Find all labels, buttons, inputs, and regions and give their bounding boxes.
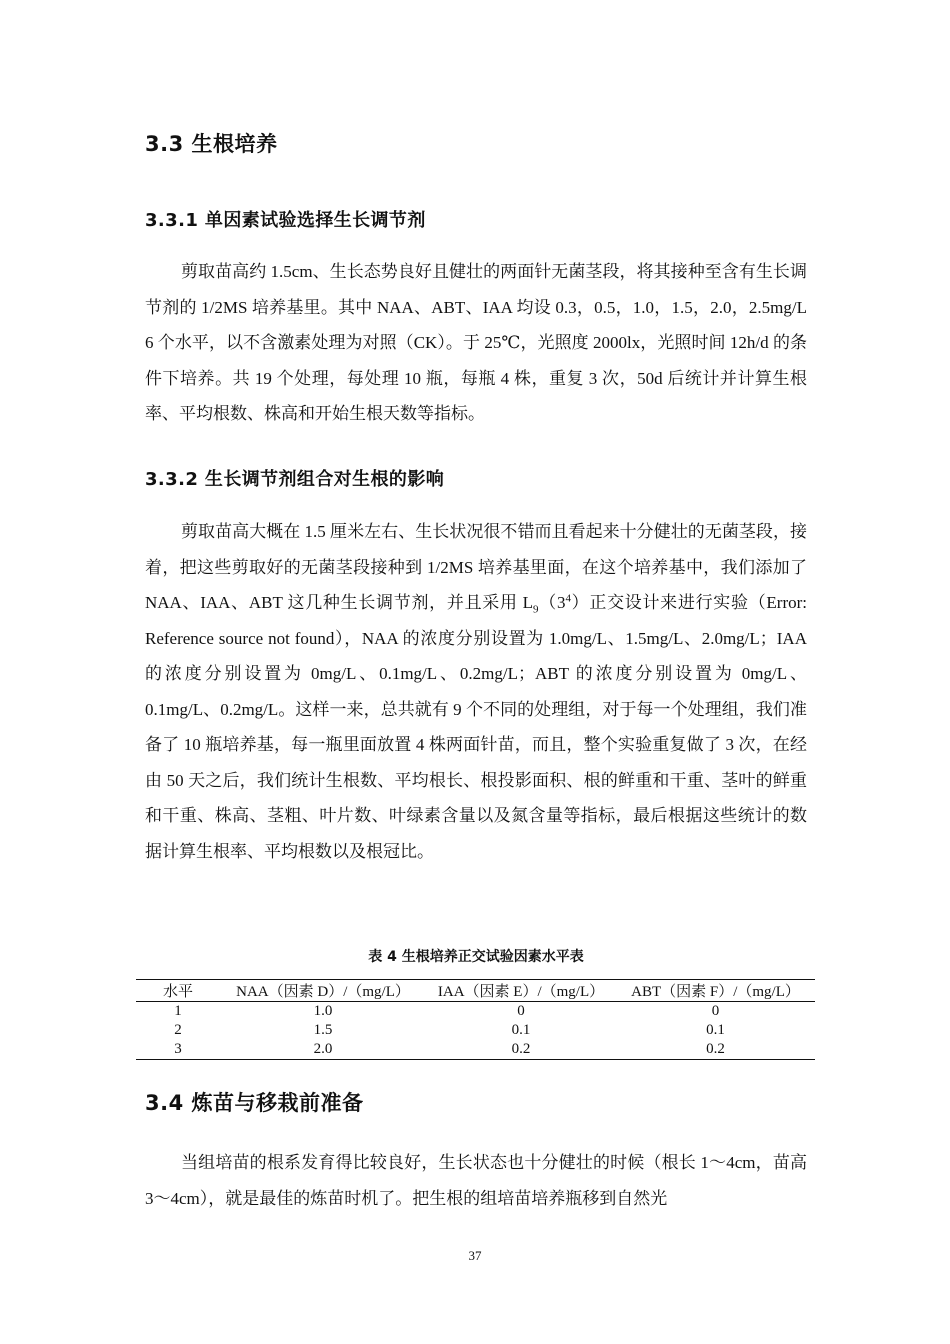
cell-iaa: 0.2 bbox=[426, 1040, 616, 1060]
section-3-3-2-paragraph bbox=[145, 514, 807, 869]
cell-level: 3 bbox=[136, 1040, 220, 1060]
col-header-abt: ABT（因素 F）/（mg/L） bbox=[616, 980, 815, 1002]
cell-level: 2 bbox=[174, 1022, 182, 1038]
cell-naa: 1.0 bbox=[313, 1003, 333, 1019]
page-number: 37 bbox=[468, 1248, 482, 1263]
cell-level: 1 bbox=[174, 1003, 182, 1019]
col-header-level: 水平 bbox=[136, 980, 220, 1002]
section-3-4-title: 3.4 炼苗与移栽前准备 bbox=[145, 1091, 364, 1115]
paragraph-text-part-2: ）正交设计来进行实验（Error: Reference source not found），NAA 的浓度分别设置为 1.0mg/L、1.5mg/L、2.0mg/L；IAA 的浓度分别设置为 0mg/L、0.1mg/L、0.2mg/L；ABT 的浓度分别设置为 0mg/L、0.1mg/L、0.2mg/L。这样一来，总共就有 9 个不同的处理组，对于每一个处理组，我们准备了 10 瓶培养基，每一瓶里面放置 4 株两面针苗，而且，整个实验重复做了 3 次，在经由 50 天之后，我们统计生根数、平均根长、根投影面积、根的鲜重和干重、茎叶的鲜重和干重、株高、茎粗、叶片数、叶绿素含量以及氮含量等指标，最后根据这些统计的数据计算生根率、平均根数以及根冠比。 bbox=[145, 593, 808, 861]
orthogonal-design-subscript: 9 bbox=[533, 603, 539, 616]
cell-naa: 2.0 bbox=[220, 1040, 426, 1060]
table-row bbox=[136, 1021, 815, 1040]
orthogonal-design-superscript: 4 bbox=[565, 592, 571, 605]
factor-level-table bbox=[136, 979, 815, 1060]
cell-iaa: 0.1 bbox=[511, 1022, 531, 1038]
section-3-3-2-title: 3.3.2 生长调节剂组合对生根的影响 bbox=[145, 469, 445, 490]
col-header-naa: NAA（因素 D）/（mg/L） bbox=[220, 980, 426, 1002]
section-3-4-paragraph: 当组培苗的根系发育得比较良好，生长状态也十分健壮的时候（根长 1～4cm，苗高 3～4cm），就是最佳的炼苗时机了。把生根的组培苗培养瓶移到自然光 bbox=[145, 1153, 807, 1208]
cell-naa: 1.5 bbox=[313, 1022, 333, 1038]
cell-abt: 0.1 bbox=[706, 1022, 725, 1038]
section-3-3-1-title: 3.3.1 单因素试验选择生长调节剂 bbox=[145, 210, 426, 231]
orthogonal-design-base: （3 bbox=[538, 593, 566, 612]
col-header-iaa: IAA（因素 E）/（mg/L） bbox=[426, 980, 616, 1002]
cell-abt: 0 bbox=[711, 1003, 720, 1019]
orthogonal-design-symbol: L bbox=[522, 593, 534, 612]
cell-iaa: 0 bbox=[517, 1003, 525, 1019]
table-header-row bbox=[136, 980, 815, 1002]
table-row bbox=[136, 1002, 815, 1022]
section-3-3-title: 3.3 生根培养 bbox=[145, 132, 278, 156]
table-4-caption: 表 4 生根培养正交试验因素水平表 bbox=[368, 949, 584, 965]
section-3-3-1-paragraph: 剪取苗高约 1.5cm、生长态势良好且健壮的两面针无菌茎段，将其接种至含有生长调节剂的 1/2MS 培养基里。其中 NAA、ABT、IAA 均设 0.3，0.5，1.0，1.5，2.0，2.5mg/L 6 个水平，以不含激素处理为对照（CK）。于 25℃，光照度 2000lx，光照时间 12h/d 的条件下培养。共 19 个处理，每处理 10 瓶，每瓶 4 株，重复 3 次，50d 后统计并计算生根率、平均根数、株高和开始生根天数等指标。 bbox=[145, 262, 807, 423]
table-row bbox=[136, 1040, 815, 1060]
paragraph-text-part-1: 剪取苗高大概在 1.5 厘米左右、生长状况很不错而且看起来十分健壮的无菌茎段，接着，把这些剪取好的无菌茎段接种到 1/2MS 培养基里面，在这个培养基中，我们添加了 NAA、IAA、ABT 这几种生长调节剂，并且采用 bbox=[145, 522, 807, 612]
cell-abt: 0.2 bbox=[616, 1040, 815, 1060]
